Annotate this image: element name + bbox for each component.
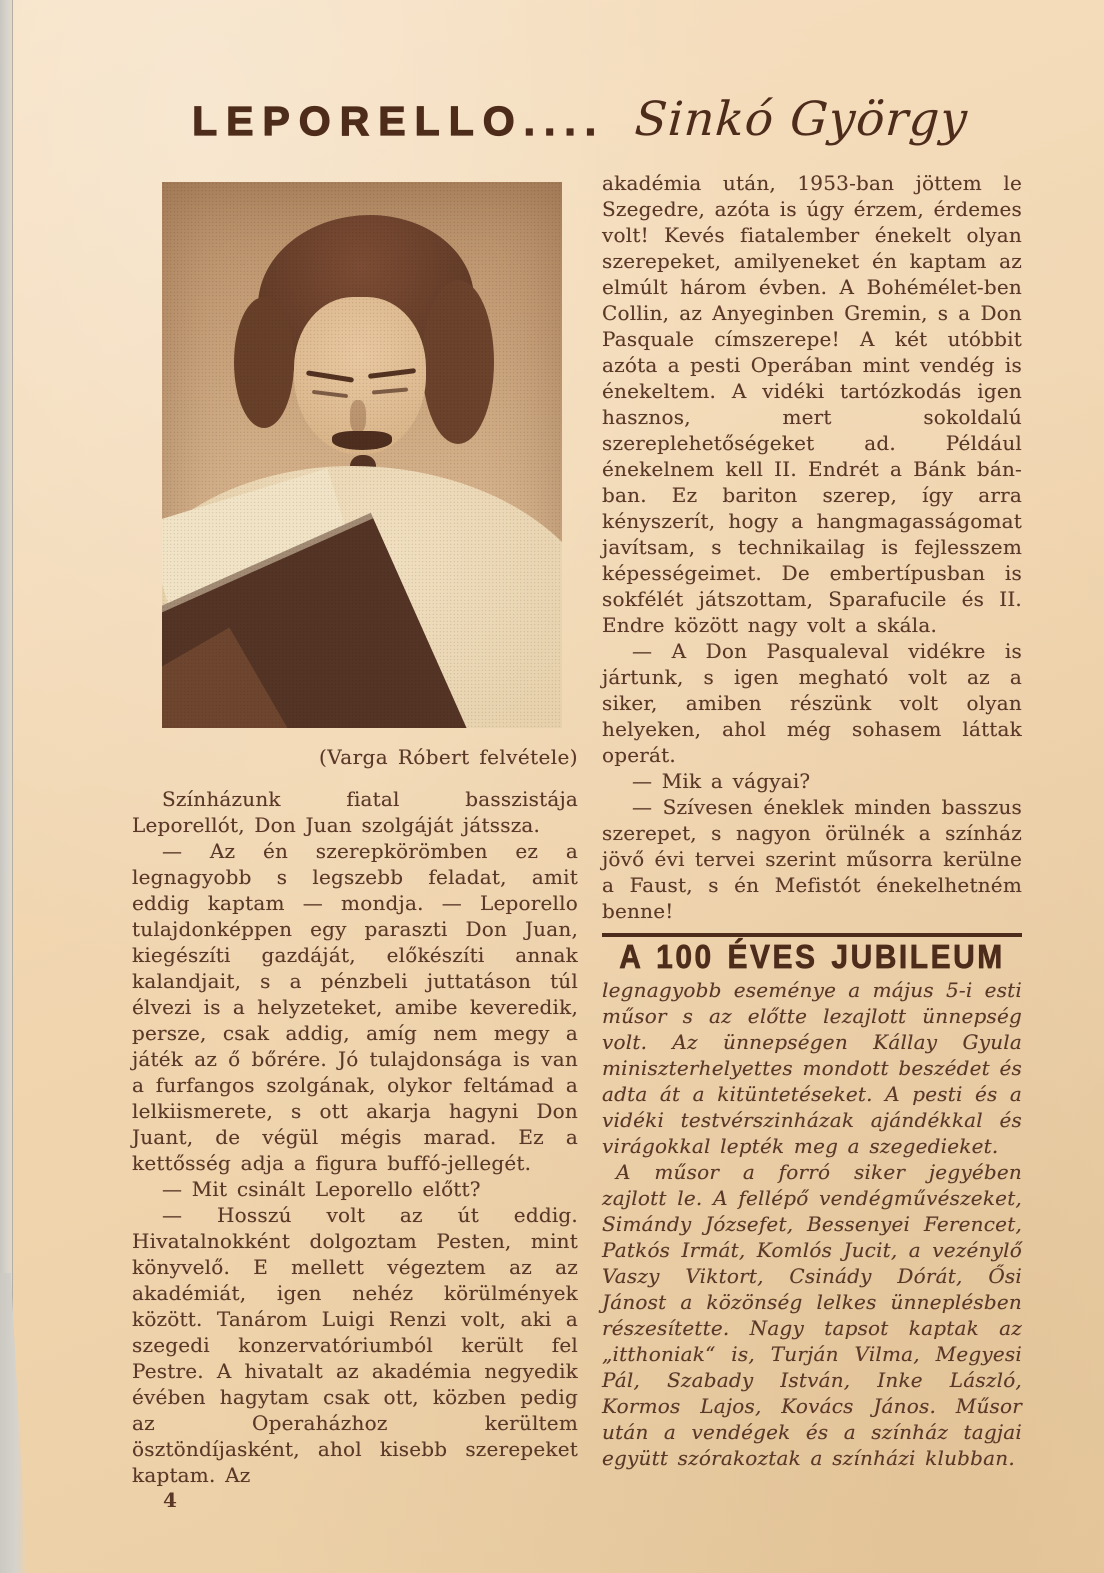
jubileum-section [602, 933, 1022, 1471]
page-title: LEPORELLO.... [192, 98, 606, 144]
paragraph: — A Don Pasqualeval vidékre is jártunk, s igen megható volt az a siker, amiben részünk volt olyan helyeken, ahol még sohasem láttak operát. [602, 639, 1022, 767]
jubileum-heading: A 100 ÉVES JUBILEUM [619, 938, 1005, 976]
section-divider [602, 933, 1022, 937]
masthead [140, 92, 1020, 147]
photo-halftone-overlay [162, 182, 562, 728]
photo-caption: (Varga Róbert felvétele) [319, 745, 578, 769]
portrait-photo [162, 182, 562, 728]
left-column [132, 172, 578, 1488]
paragraph: — Szívesen éneklek minden basszus szerepet, s nagyon örülnék a színház jövő évi tervei szerint műsorra kerülne a Faust, s én Mefistót énekelhetném benne! [602, 795, 1022, 923]
paragraph: — Mit csinált Leporello előtt? [162, 1177, 481, 1201]
paragraph: — Mik a vágyai? [632, 769, 811, 793]
paragraph: legnagyobb eseménye a május 5-i esti műsor s az előtte lezajlott ünnepség volt. Az ünnepségen Kállay Gyula miniszterhelyettes mondott beszédet és adta át a kitüntetéseket. A pesti és a vidéki testvérszinházak ajándékkal és virágokkal lepték meg a szegedieket. [602, 978, 1022, 1158]
paragraph: — Hosszú volt az út eddig. Hivatalnokként dolgoztam Pesten, mint könyvelő. E mellett végeztem az az akadémiát, igen nehéz körülmények között. Tanárom Luigi Renzi volt, aki a szegedi konzervatóriumból került fel Pestre. A hivatalt az akadémia negyedik évében hagytam csak ott, közben pedig az Operaházhoz kerültem ösztöndíjasként, ahol kisebb szerepeket kaptam. Az [132, 1203, 578, 1487]
right-column [602, 170, 1022, 1471]
scan-edge-bottom [0, 1273, 27, 1573]
paragraph: akadémia után, 1953-ban jöttem le Szegedre, azóta is úgy érzem, érdemes volt! Kevés fiatalember énekelt olyan szerepeket, amilyeneket én kaptam az elmúlt három évben. A Bohémélet-ben Collin, az Anyeginben Gremin, s a Don Pasquale címszerepe! A két utóbbit azóta a pesti Operában mint vendég is énekeltem. A vidéki tartózkodás igen hasznos, mert sokoldalú szereplehetőségeket ad. Például énekelnem kell II. Endrét a Bánk bán-ban. Ez bariton szerep, így arra kényszerít, hogy a hangmagasságomat javítsam, s technikailag is fejlesszem képességeimet. De embertípusban is sokfélét játszottam, Sparafucile és II. Endre között nagy volt a skála. [602, 171, 1022, 637]
paragraph: — Az én szerepkörömben ez a legnagyobb s legszebb feladat, amit eddig kaptam — mondja. — Leporello tulajdonképpen egy paraszti Don Juan, kiegészíti gazdáját, előkészíti annak kalandjait, s a pénzbeli juttatáson túl élvezi is a helyzeteket, amibe keveredik, persze, csak addig, amíg nem megy a játék az ő bőrére. Jó tulajdonsága is van a furfangos szolgának, olykor feltámad a lelkiismerete, s ott akarja hagyni Don Juant, de végül mégis marad. Ez a kettősség adja a figura buffó-jellegét. [132, 839, 578, 1175]
page-number: 4 [163, 1488, 177, 1512]
paragraph: A műsor a forró siker jegyében zajlott le. A fellépő vendégművészeket, Simándy Józsefet, Bessenyei Ferencet, Patkós Irmát, Komlós Jucit, a vezénylő Vaszy Viktort, Csinády Dórát, Ősi Jánost a közönség lelkes ünneplésben részesítette. Nagy tapsot kaptak az „itthoniak“ is, Turján Vilma, Megyesi Pál, Szabady István, Inke László, Kormos Lajos, Kovács János. Műsor után a vendégek és a színház tagjai együtt szórakoztak a színházi klubban. [602, 1160, 1022, 1470]
paragraph: Színházunk fiatal basszistája Leporellót, Don Juan szolgáját játssza. [132, 787, 578, 837]
author-name: Sinkó György [633, 92, 970, 147]
